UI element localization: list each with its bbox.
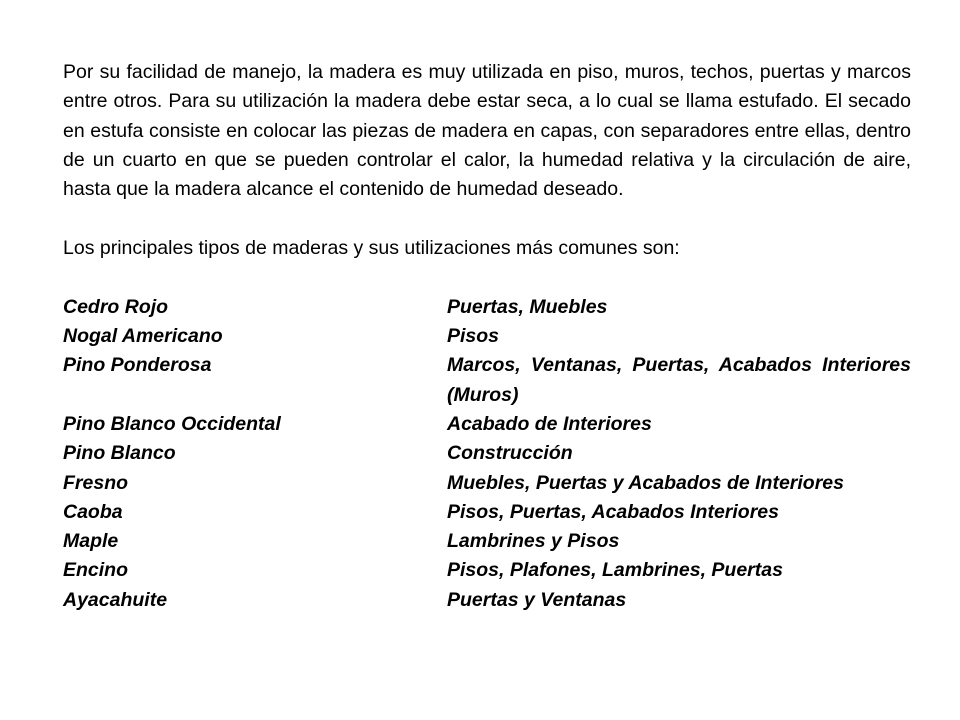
wood-name: Encino — [63, 559, 129, 582]
wood-name: Pino Blanco — [63, 442, 176, 465]
wood-use: Marcos, Ventanas, Puertas, Acabados Interiores (Muros) — [447, 354, 911, 406]
wood-name: Cedro Rojo — [63, 295, 169, 318]
table-row — [63, 351, 911, 410]
wood-use: Puertas, Muebles — [447, 295, 608, 318]
wood-name: Pino Blanco Occidental — [63, 412, 281, 435]
slide-content — [63, 58, 911, 615]
body-paragraph: Por su facilidad de manejo, la madera es muy utilizada en piso, muros, techos, puertas y marcos entre otros. Para su utilización la madera debe estar seca, a lo cual se llama estufado. El secado en estufa consiste en colocar las piezas de madera en capas, con separadores entre ellas, dentro de un cuarto en que se pueden controlar el calor, la humedad relativa y la circulación de aire, hasta que la madera alcance el contenido de humedad deseado. — [63, 61, 911, 201]
wood-use: Construcción — [447, 442, 573, 465]
table-row — [63, 439, 911, 468]
table-row — [63, 586, 911, 615]
table-row — [63, 498, 911, 527]
table-row — [63, 469, 911, 498]
wood-name: Fresno — [63, 471, 129, 494]
wood-use: Pisos, Plafones, Lambrines, Puertas — [447, 559, 783, 582]
wood-name: Maple — [63, 530, 119, 553]
table-row — [63, 556, 911, 585]
table-row — [63, 293, 911, 322]
table-row — [63, 527, 911, 556]
wood-usage-table — [63, 293, 911, 615]
wood-name: Ayacahuite — [63, 588, 168, 611]
wood-use: Pisos — [447, 325, 500, 348]
table-row — [63, 322, 911, 351]
wood-name: Pino Ponderosa — [63, 354, 212, 377]
intro-line: Los principales tipos de maderas y sus utilizaciones más comunes son: — [63, 237, 680, 260]
wood-use: Acabado de Interiores — [447, 412, 652, 435]
wood-use: Pisos, Puertas, Acabados Interiores — [447, 500, 779, 523]
wood-name: Nogal Americano — [63, 325, 223, 348]
wood-use: Muebles, Puertas y Acabados de Interiores — [447, 471, 844, 494]
wood-use: Puertas y Ventanas — [447, 588, 627, 611]
wood-use: Lambrines y Pisos — [447, 530, 620, 553]
wood-name: Caoba — [63, 500, 123, 523]
table-row — [63, 410, 911, 439]
